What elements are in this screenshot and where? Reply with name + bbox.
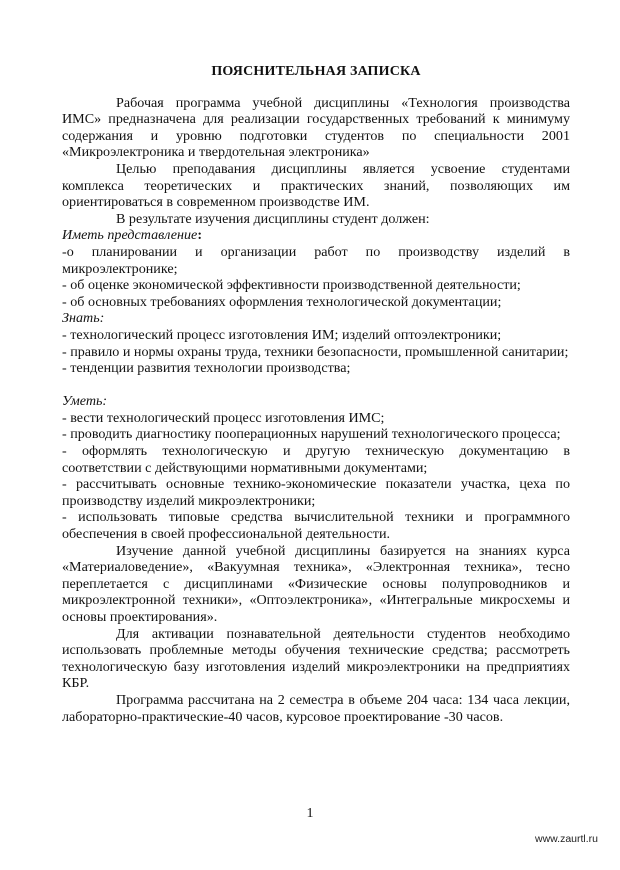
section-have-idea-label: Иметь представление [62,227,198,244]
basis-paragraph: Изучение данной учебной дисциплины базируется на знаниях курса «Материаловедение», «Вакуумная техника», «Электронная техника», тесно переплетается с дисциплинами «Физические основы полупроводников и микроэлектронной техники», «Оптоэлектроника», «Интегральные микросхемы и основы проектирования». [62,542,570,625]
list-item: - об основных требованиях оформления технологической документации; [62,293,502,310]
site-watermark: www.zaurtl.ru [534,833,598,845]
activation-paragraph: Для активации познавательной деятельности студентов необходимо использовать проблемные методы обучения технические средства; рассмотреть технологическую базу изготовления изделий микроэлектроники на предприятиях КБР. [62,625,570,692]
list-item: - использовать типовые средства вычислительной техники и программного обеспечения в своей профессиональной деятельности. [62,509,570,543]
blank-line [62,377,570,394]
section-know-heading: Знать: [62,310,105,327]
section-be-able-heading: Уметь: [62,393,108,410]
list-item: - об оценке экономической эффективности производственной деятельности; [62,277,521,294]
goal-paragraph: Целью преподавания дисциплины является усвоение студентами комплекса теоретических и практических знаний, позволяющих им ориентироваться в современном производстве ИМ. [62,160,570,211]
page-number: 1 [306,806,314,821]
list-item: - проводить диагностику пооперационных нарушений технологического процесса; [62,426,561,443]
list-item: - технологический процесс изготовления ИМ; изделий оптоэлектроники; [62,326,502,343]
list-item: - рассчитывать основные технико-экономические показатели участка, цеха по производству изделий микроэлектроники; [62,476,570,509]
section-have-idea-colon: : [197,227,203,244]
intro-paragraph: Рабочая программа учебной дисциплины «Технология производства ИМС» предназначена для реализации государственных требований к минимуму содержания и уровню подготовки студентов по специальности 2001 «Микроэлектроника и твердотельная электроника» [62,94,570,161]
document-title: ПОЯСНИТЕЛЬНАЯ ЗАПИСКА [211,64,421,79]
list-item: -о планировании и организации работ по производству изделий в микроэлектронике; [62,243,570,277]
section-have-idea-heading [62,227,570,244]
hours-paragraph: Программа рассчитана на 2 семестра в объеме 204 часа: 134 часа лекции, лабораторно-практические-40 часов, курсовое проектирование -30 часов. [62,691,570,725]
list-item: - тенденции развития технологии производства; [62,360,351,377]
list-item: - правило и нормы охраны труда, техники безопасности, промышленной санитарии; [62,343,569,360]
list-item: - вести технологический процесс изготовления ИМС; [62,409,385,426]
document-page [62,64,570,725]
result-intro-paragraph: В результате изучения дисциплины студент должен: [116,210,430,227]
list-item: - оформлять технологическую и другую техническую документацию в соответствии с действующими нормативными документами; [62,443,570,476]
